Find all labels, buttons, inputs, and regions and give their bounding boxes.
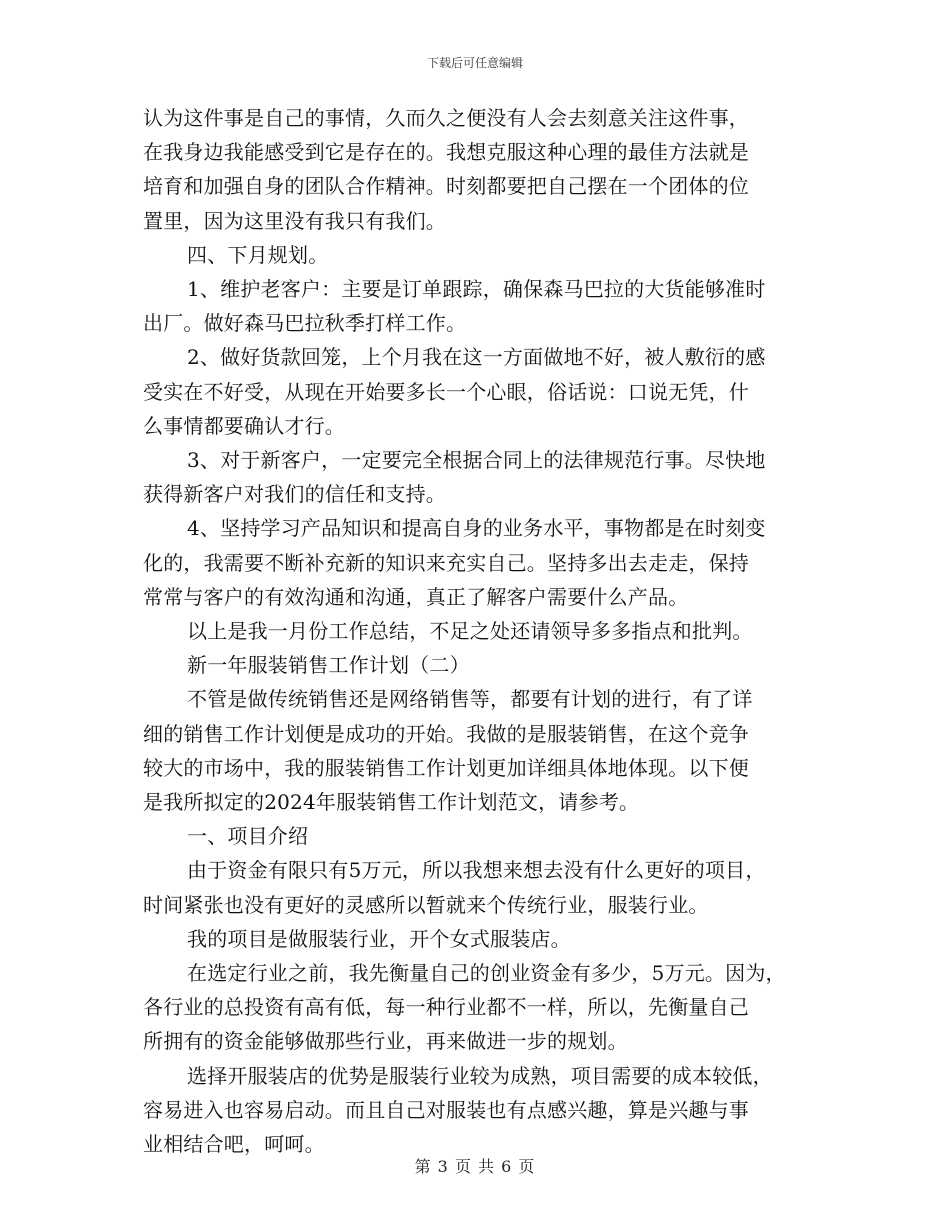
paragraph-line: 培育和加强自身的团队合作精神。时刻都要把自己摆在一个团体的位: [143, 174, 749, 199]
paragraph-line: 时间紧张也没有更好的灵感所以暂就来个传统行业，服装行业。: [143, 892, 709, 917]
paragraph-line: 置里，因为这里没有我只有我们。: [143, 208, 446, 233]
paragraph-first-line: 我的项目是做服装行业，开个女式服装店。: [187, 926, 571, 951]
paragraph-line: 细的销售工作计划便是成功的开始。我做的是服装销售，在这个竞争: [143, 721, 749, 746]
paragraph-first-line: 不管是做传统销售还是网络销售等，都要有计划的进行，有了详: [187, 687, 753, 712]
paragraph-line: 出厂。做好森马巴拉秋季打样工作。: [143, 311, 467, 336]
paragraph-line: 常常与客户的有效沟通和沟通，真正了解客户需要什么产品。: [143, 584, 689, 609]
paragraph-first-line: 在选定行业之前，我先衡量自己的创业资金有多少，5万元。因为，: [187, 961, 786, 985]
paragraph-first-line: 1、维护老客户：主要是订单跟踪，确保森马巴拉的大货能够准时: [187, 277, 766, 301]
paragraph-first-line: 选择开服装店的优势是服装行业较为成熟，项目需要的成本较低，: [187, 1063, 773, 1088]
page-footer: 第 3 页 共 6 页: [414, 1157, 536, 1176]
paragraph-line: 各行业的总投资有高有低，每一种行业都不一样，所以，先衡量自己: [143, 995, 749, 1020]
paragraph-first-line: 新一年服装销售工作计划（二）: [187, 653, 470, 678]
paragraph-line: 较大的市场中，我的服装销售工作计划更加详细具体地体现。以下便: [143, 755, 749, 780]
paragraph-line: 容易进入也容易启动。而且自己对服装也有点感兴趣，算是兴趣与事: [143, 1097, 749, 1122]
paragraph-line: 受实在不好受，从现在开始要多长一个心眼，俗话说：口说无凭，什: [143, 379, 749, 404]
paragraph-line: 是我所拟定的2024年服装销售工作计划范文，请参考。: [143, 790, 640, 814]
paragraph-first-line: 由于资金有限只有5万元，所以我想来想去没有什么更好的项目，: [187, 858, 766, 883]
paragraph-first-line: 一、项目介绍: [187, 824, 309, 849]
paragraph-line: 么事情都要确认才行。: [143, 413, 345, 438]
paragraph-first-line: 四、下月规划。: [187, 242, 329, 267]
paragraph-first-line: 2、做好货款回笼，上个月我在这一方面做地不好，被人敷衍的感: [187, 345, 766, 370]
paragraph-line: 在我身边我能感受到它是存在的。我想克服这种心理的最佳方法就是: [143, 140, 749, 165]
paragraph-first-line: 4、坚持学习产品知识和提高自身的业务水平，事物都是在时刻变: [187, 516, 766, 541]
paragraph-line: 获得新客户对我们的信任和支持。: [143, 482, 446, 507]
paragraph-first-line: 以上是我一月份工作总结，不足之处还请领导多多指点和批判。: [187, 619, 753, 643]
page-header: 下载后可任意编辑: [426, 56, 523, 70]
paragraph-first-line: 3、对于新客户，一定要完全根据合同上的法律规范行事。尽快地: [187, 448, 766, 472]
paragraph-line: 认为这件事是自己的事情，久而久之便没有人会去刻意关注这件事，: [143, 106, 749, 130]
paragraph-line: 所拥有的资金能够做那些行业，再来做进一步的规划。: [143, 1029, 628, 1054]
paragraph-line: 业相结合吧，呵呵。: [143, 1132, 325, 1156]
paragraph-line: 化的，我需要不断补充新的知识来充实自己。坚持多出去走走，保持: [143, 550, 749, 575]
